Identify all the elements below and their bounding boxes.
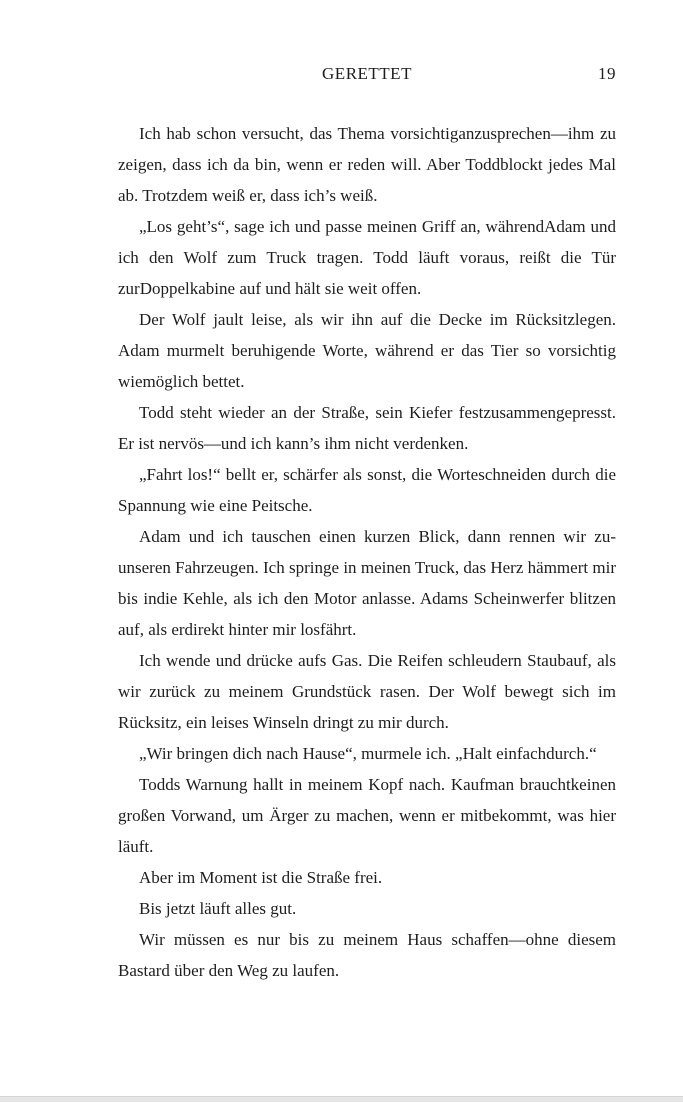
- paragraph: Ich wende und drücke aufs Gas. Die Reifen schleudern Staubauf, als wir zurück zu meinem Grundstück rasen. Der Wolf bewegt sich im Rücksitz, ein leises Winseln dringt zu mir durch.: [118, 651, 616, 732]
- paragraph: „Wir bringen dich nach Hause“, murmele ich. „Halt einfachdurch.“: [139, 744, 597, 763]
- paragraph: Bis jetzt läuft alles gut.: [139, 899, 297, 918]
- page-bottom-edge: [0, 1096, 683, 1102]
- page-number: 19: [598, 64, 616, 83]
- paragraph: „Fahrt los!“ bellt er, schärfer als sonst, die Worteschneiden durch die Spannung wie eine Peitsche.: [118, 465, 616, 515]
- paragraph: Wir müssen es nur bis zu meinem Haus schaffen—ohne diesem Bastard über den Weg zu laufen.: [118, 930, 616, 980]
- body-text: [118, 118, 616, 986]
- paragraph: Ich hab schon versucht, das Thema vorsichtiganzusprechen—ihm zu zeigen, dass ich da bin, wenn er reden will. Aber Toddblockt jedes Mal ab. Trotzdem weiß er, dass ich’s weiß.: [118, 124, 616, 205]
- paragraph: Todds Warnung hallt in meinem Kopf nach. Kaufman brauchtkeinen großen Vorwand, um Ärger zu machen, wenn er mitbekommt, was hier läuft.: [118, 775, 616, 856]
- paragraph: Aber im Moment ist die Straße frei.: [139, 868, 383, 887]
- chapter-title: GERETTET: [322, 64, 412, 83]
- paragraph: Todd steht wieder an der Straße, sein Kiefer festzusammengepresst. Er ist nervös—und ich kann’s ihm nicht verdenken.: [118, 403, 616, 453]
- running-head: [118, 62, 616, 86]
- paragraph: Der Wolf jault leise, als wir ihn auf die Decke im Rücksitzlegen. Adam murmelt beruhigende Worte, während er das Tier so vorsichtig wiemöglich bettet.: [118, 310, 616, 391]
- paragraph: Adam und ich tauschen einen kurzen Blick, dann rennen wir zuunseren Fahrzeugen. Ich springe in meinen Truck, das Herz hämmert mir bis indie Kehle, als ich den Motor anlasse. Adams Scheinwerfer blitzen auf, als erdirekt hinter mir losfährt.: [118, 527, 616, 639]
- paragraph: „Los geht’s“, sage ich und passe meinen Griff an, währendAdam und ich den Wolf zum Truck tragen. Todd läuft voraus, reißt die Tür zurDoppelkabine auf und hält sie weit offen.: [118, 217, 616, 298]
